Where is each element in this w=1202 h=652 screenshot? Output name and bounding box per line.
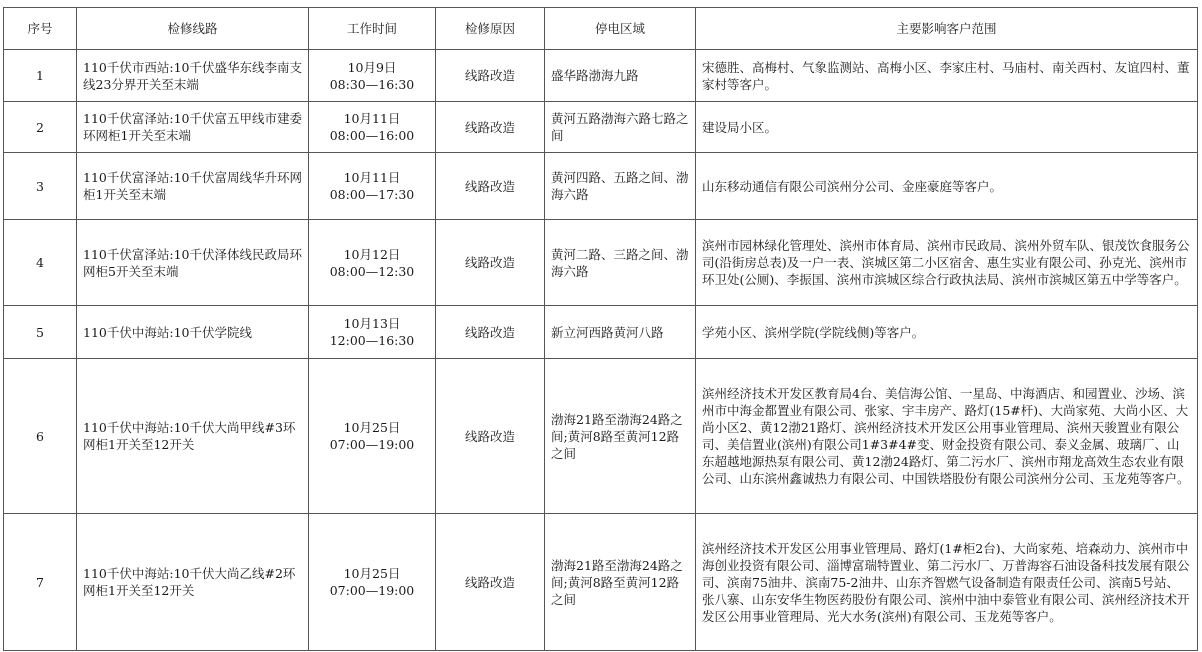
- row-line: 110千伏中海站:10千伏大尚乙线#2环网柜1开关至12开关: [77, 514, 309, 651]
- row-line: 110千伏富泽站:10千伏富五甲线市建委环网柜1开关至末端: [77, 102, 309, 153]
- row-hours: 07:00—19:00: [329, 437, 415, 452]
- row-line: 110千伏中海站:10千伏学院线: [77, 306, 309, 359]
- row-time: [309, 220, 436, 306]
- row-date: 10月9日: [347, 59, 397, 75]
- header-time: 工作时间: [309, 8, 436, 50]
- header-impact: 主要影响客户范围: [696, 8, 1198, 50]
- row-impact: 滨州经济技术开发区公用事业管理局、路灯(1#柜2台)、大尚家苑、培森动力、滨州市中海创业投资有限公司、淄博富瑞特置业、第二污水厂、万普海容石油设备科技发展有限公司、滨南75油井、滨南75-2油井、山东齐智燃气设备制造有限责任公司、滨南5号站、张八寨、山东安华生物医药股份有限公司、滨州中油中泰管业有限公司、滨州经济技术开发区公用事业管理局、光大水务(滨州)有限公司、玉龙苑等客户。: [696, 514, 1198, 651]
- row-seq: 5: [4, 306, 77, 359]
- row-seq: 6: [4, 359, 77, 514]
- row-seq: 3: [4, 153, 77, 220]
- row-line: 110千伏市西站:10千伏盛华东线李南支线23分界开关至末端: [77, 50, 309, 102]
- row-seq: 1: [4, 50, 77, 102]
- row-date: 10月11日: [343, 170, 401, 185]
- row-hours: 08:00—17:30: [329, 187, 415, 202]
- row-reason: 线路改造: [436, 220, 545, 306]
- row-hours: 08:30—16:30: [329, 76, 415, 92]
- row-seq: 2: [4, 102, 77, 153]
- header-reason: 检修原因: [436, 8, 545, 50]
- header-line: 检修线路: [77, 8, 309, 50]
- table-row: [4, 514, 1198, 651]
- row-reason: 线路改造: [436, 514, 545, 651]
- row-time: [309, 514, 436, 651]
- row-area: 黄河四路、五路之间、渤海六路: [545, 153, 696, 220]
- header-seq: 序号: [4, 8, 77, 50]
- row-impact: 宋德胜、高梅村、气象监测站、高梅小区、李家庄村、马庙村、南关西村、友谊四村、董家村等客户。: [696, 50, 1198, 102]
- table-row: [4, 50, 1198, 102]
- row-line: 110千伏富泽站:10千伏富周线华升环网柜1开关至末端: [77, 153, 309, 220]
- table-row: [4, 220, 1198, 306]
- table-row: [4, 153, 1198, 220]
- outage-schedule-table: [3, 7, 1198, 651]
- row-reason: 线路改造: [436, 359, 545, 514]
- row-area: 黄河五路渤海六路七路之间: [545, 102, 696, 153]
- table-row: [4, 306, 1198, 359]
- row-impact: 建设局小区。: [696, 102, 1198, 153]
- row-impact: 滨州市园林绿化管理处、滨州市体育局、滨州市民政局、滨州外贸车队、银茂饮食服务公司(沿街房总表)及一户一表、滨城区第二小区宿舍、惠生实业有限公司、孙克光、滨州市环卫处(公厕)、李振国、滨州市滨城区综合行政执法局、滨州市滨城区第五中学等客户。: [696, 220, 1198, 306]
- row-area: 新立河西路黄河八路: [545, 306, 696, 359]
- row-line: 110千伏中海站:10千伏大尚甲线#3环网柜1开关至12开关: [77, 359, 309, 514]
- row-impact: 学苑小区、滨州学院(学院线侧)等客户。: [696, 306, 1198, 359]
- row-date: 10月11日: [343, 111, 401, 126]
- row-impact: 滨州经济技术开发区教育局4台、美信海公馆、一星岛、中海酒店、和园置业、沙场、滨州市中海金都置业有限公司、张家、宇丰房产、路灯(15#杆)、大尚家苑、大尚小区、大尚小区2、黄12渤21路灯、滨州经济技术开发区公用事业管理局、滨州天骏置业有限公司、美信置业(滨州)有限公司1#3#4#变、财金投资有限公司、泰义金属、玻璃厂、山东超越地源热泵有限公司、黄12渤24路灯、第二污水厂、滨州市翔龙高效生态农业有限公司、山东滨州鑫诚热力有限公司、中国铁塔股份有限公司滨州分公司、玉龙苑等客户。: [696, 359, 1198, 514]
- row-time: [309, 306, 436, 359]
- row-hours: 08:00—16:00: [329, 128, 415, 143]
- row-time: [309, 50, 436, 102]
- row-reason: 线路改造: [436, 306, 545, 359]
- row-line: 110千伏富泽站:10千伏泽体线民政局环网柜5开关至末端: [77, 220, 309, 306]
- row-time: [309, 102, 436, 153]
- row-time: [309, 153, 436, 220]
- row-reason: 线路改造: [436, 102, 545, 153]
- row-area: 盛华路渤海九路: [545, 50, 696, 102]
- row-seq: 7: [4, 514, 77, 651]
- row-hours: 07:00—19:00: [329, 583, 415, 598]
- row-hours: 12:00—16:30: [329, 333, 415, 348]
- row-reason: 线路改造: [436, 50, 545, 102]
- row-seq: 4: [4, 220, 77, 306]
- row-area: 渤海21路至渤海24路之间;黄河8路至黄河12路之间: [545, 359, 696, 514]
- header-area: 停电区域: [545, 8, 696, 50]
- row-area: 渤海21路至渤海24路之间;黄河8路至黄河12路之间: [545, 514, 696, 651]
- row-reason: 线路改造: [436, 153, 545, 220]
- table-header-row: [4, 8, 1198, 50]
- table-row: [4, 102, 1198, 153]
- row-area: 黄河二路、三路之间、渤海六路: [545, 220, 696, 306]
- row-date: 10月25日: [343, 420, 401, 435]
- row-date: 10月12日: [343, 246, 401, 262]
- row-time: [309, 359, 436, 514]
- table-row: [4, 359, 1198, 514]
- row-date: 10月25日: [343, 566, 401, 581]
- row-impact: 山东移动通信有限公司滨州分公司、金座豪庭等客户。: [696, 153, 1198, 220]
- row-hours: 08:00—12:30: [329, 263, 415, 279]
- row-date: 10月13日: [343, 316, 401, 331]
